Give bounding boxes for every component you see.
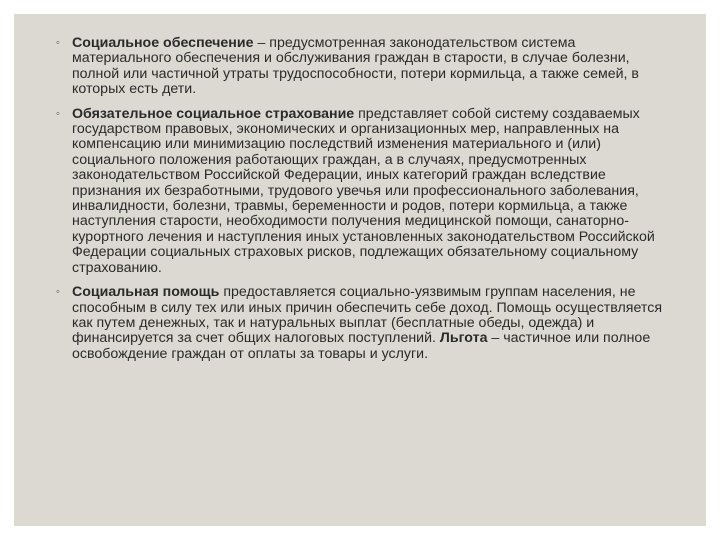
- term-social-security: Социальное обеспечение: [72, 35, 254, 51]
- term-benefit: Льгота: [439, 330, 488, 347]
- definition-text: предоставляется социально-уязвимым группам населения, не способным в силу тех или иных причин обеспечить себе доход. Помощь осуществляется как путем денежных, так и натуральных выплат (бесплатные обеды, одежда) и финансируется за счет общих налоговых поступлений.: [72, 284, 662, 347]
- definition-text: – предусмотренная законодательством система материального обеспечения и обслуживания граждан в старости, в случае болезни, полной или частичной утраты трудоспособности, потери кормильца, а также семей, в которых есть дети.: [72, 35, 639, 98]
- slide: [14, 14, 706, 526]
- term-social-insurance: Обязательное социальное страхование: [72, 105, 355, 122]
- list-item-social-assistance: [54, 285, 670, 362]
- bullet-marker: ◦: [56, 37, 60, 49]
- bullet-marker: ◦: [56, 107, 60, 120]
- definition-text: представляет собой систему создаваемых государством правовых, экономических и организационных мер, направленных на компенсацию или минимизацию последствий изменения материального и (или) социального положения работающих граждан, а в случаях, предусмотренных законодательством Российской Федерации, иных категорий граждан вследствие признания их безработными, трудового увечья или профессионального заболевания, инвалидности, болезни, травмы, беременности и родов, потери кормильца, а также наступления старости, необходимости получения медицинской помощи, санаторно-курортного лечения и наступления иных установленных законодательством Российской Федерации социальных страховых рисков, подлежащих обязательному социальному страхованию.: [72, 105, 655, 276]
- bullet-list: [54, 36, 670, 371]
- list-item-social-security: [54, 36, 670, 98]
- term-social-assistance: Социальная помощь: [72, 284, 220, 301]
- bullet-marker: ◦: [56, 286, 60, 299]
- definition-text: – частичное или полное освобождение граждан от оплаты за товары и услуги.: [72, 330, 651, 362]
- list-item-social-insurance: [54, 107, 670, 276]
